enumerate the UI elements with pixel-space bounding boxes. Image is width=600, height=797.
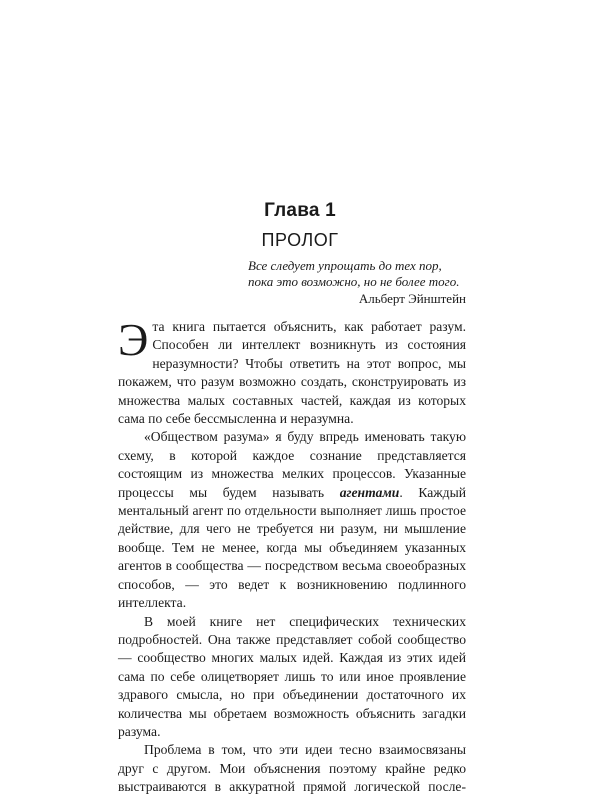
- paragraph-4-text: Проблема в том, что эти идеи тесно взаимосвязаны друг с другом. Мои объяснения поэтому крайне редко выстраиваются в аккуратной прямой логической после-: [118, 742, 466, 795]
- paragraph-3: [118, 613, 466, 742]
- epigraph-quote: Все следует упрощать до тех пор, пока это возможно, но не более того.: [248, 258, 460, 289]
- emphasis-agents: агентами: [339, 484, 400, 500]
- paragraph-3-text: В моей книге нет специфических технических подробностей. Она также представляет собой сообщество — сообщество многих малых идей. Каждая из этих идей сама по себе олицетворяет лишь то или иное проявление здравого смысла, но при объединении достаточного их количества мы обретаем возможность объяснить загадки разума.: [118, 613, 466, 739]
- paragraph-1-text: та книга пытается объяснить, как работает разум. Способен ли интеллект возникнуть из состояния неразумности? Чтобы ответить на этот вопрос, мы покажем, что разум возможно создать, сконструировать из множества малых составных частей, каждая из которых сама по себе бессмысленна и неразумна.: [118, 319, 466, 427]
- body-text: [118, 314, 467, 797]
- paragraph-1: [118, 314, 466, 428]
- epigraph-author: Альберт Эйнштейн: [358, 291, 466, 306]
- drop-cap: Э: [118, 314, 149, 365]
- paragraph-2: [118, 428, 466, 612]
- paragraph-2-text-after: . Каждый ментальный агент по отдельности выполняет лишь простое действие, для чего не требуется ни разум, ни мышление вообще. Тем не менее, когда мы объединяем указанных агентов в сообщества — посредством весьма своеобразных способов, — это ведет к возникновению подлинного интеллекта.: [118, 484, 467, 611]
- epigraph: [248, 258, 466, 307]
- chapter-title: ПРОЛОГ: [261, 230, 339, 250]
- chapter-number: Глава 1: [264, 200, 336, 221]
- paragraph-2-text-before: «Обществом разума» я буду впредь именовать такую схему, в которой каждое сознание представляется состоящим из множества мелких процессов. Указанные процессы мы будем называть: [118, 429, 466, 500]
